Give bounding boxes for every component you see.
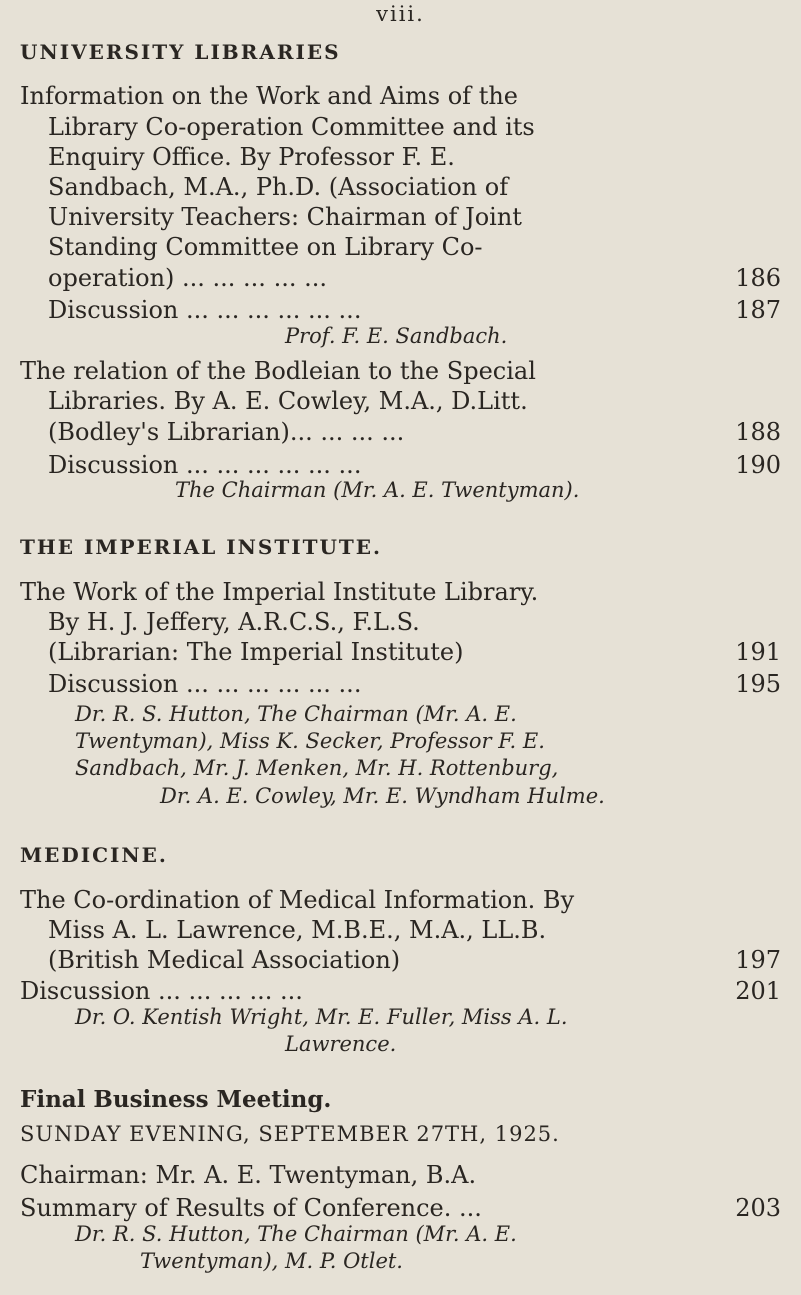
toc-line: Discussion ... ... ... ... ... ...	[48, 296, 362, 324]
toc-line: Discussion ... ... ... ... ... ...	[48, 670, 362, 698]
discussant-line: Sandbach, Mr. J. Menken, Mr. H. Rottenburg,	[75, 756, 559, 780]
section-heading-medicine: MEDICINE.	[20, 843, 168, 867]
toc-line: Library Co-operation Committee and its	[48, 113, 535, 141]
page-number: 187	[735, 296, 781, 324]
page-number: 201	[735, 977, 781, 1005]
discussant-line: Twentyman), M. P. Otlet.	[140, 1249, 403, 1273]
toc-line: (Librarian: The Imperial Institute)	[48, 638, 464, 666]
discussant-line: Twentyman), Miss K. Secker, Professor F. E.	[75, 729, 545, 753]
discussant-line: Dr. A. E. Cowley, Mr. E. Wyndham Hulme.	[160, 784, 605, 808]
toc-line: Discussion ... ... ... ... ...	[20, 977, 303, 1005]
page-number: 203	[735, 1194, 781, 1222]
toc-line: Libraries. By A. E. Cowley, M.A., D.Litt.	[48, 387, 528, 415]
toc-line: Discussion ... ... ... ... ... ...	[48, 451, 362, 479]
toc-line: University Teachers: Chairman of Joint	[48, 203, 522, 231]
discussant-line: Lawrence.	[285, 1032, 397, 1056]
section-heading-imperial-institute: THE IMPERIAL INSTITUTE.	[20, 535, 383, 559]
toc-line: (British Medical Association)	[48, 946, 401, 974]
discussant-line: Dr. R. S. Hutton, The Chairman (Mr. A. E.	[75, 1222, 517, 1246]
toc-line: (Bodley's Librarian)... ... ... ...	[48, 418, 405, 446]
page-number: 188	[735, 418, 781, 446]
discussant-line: Dr. R. S. Hutton, The Chairman (Mr. A. E.	[75, 702, 517, 726]
toc-line: Sandbach, M.A., Ph.D. (Association of	[48, 173, 509, 201]
page-number: 195	[735, 670, 781, 698]
page-folio: viii.	[376, 2, 425, 26]
toc-line: Summary of Results of Conference. ...	[20, 1194, 482, 1222]
page-number: 190	[735, 451, 781, 479]
toc-line: Enquiry Office. By Professor F. E.	[48, 143, 455, 171]
page-number: 191	[735, 638, 781, 666]
chairman-line: Chairman: Mr. A. E. Twentyman, B.A.	[20, 1161, 477, 1189]
section-heading-university-libraries: UNIVERSITY LIBRARIES	[20, 40, 341, 64]
toc-line: The Work of the Imperial Institute Library.	[20, 578, 539, 606]
meeting-date: SUNDAY EVENING, SEPTEMBER 27TH, 1925.	[20, 1122, 560, 1146]
discussant-line: Prof. F. E. Sandbach.	[285, 324, 508, 348]
toc-line: The relation of the Bodleian to the Special	[20, 357, 536, 385]
discussant-line: The Chairman (Mr. A. E. Twentyman).	[175, 478, 580, 502]
discussant-line: Dr. O. Kentish Wright, Mr. E. Fuller, Miss A. L.	[75, 1005, 568, 1029]
toc-line: Standing Committee on Library Co-	[48, 233, 483, 261]
page-number: 186	[735, 264, 781, 292]
page-number: 197	[735, 946, 781, 974]
toc-line: The Co-ordination of Medical Information. By	[20, 886, 575, 914]
toc-line: operation) ... ... ... ... ...	[48, 264, 327, 292]
toc-line: Information on the Work and Aims of the	[20, 82, 518, 110]
section-heading-final-business-meeting: Final Business Meeting.	[20, 1086, 332, 1113]
toc-line: Miss A. L. Lawrence, M.B.E., M.A., LL.B.	[48, 916, 547, 944]
toc-line: By H. J. Jeffery, A.R.C.S., F.L.S.	[48, 608, 420, 636]
